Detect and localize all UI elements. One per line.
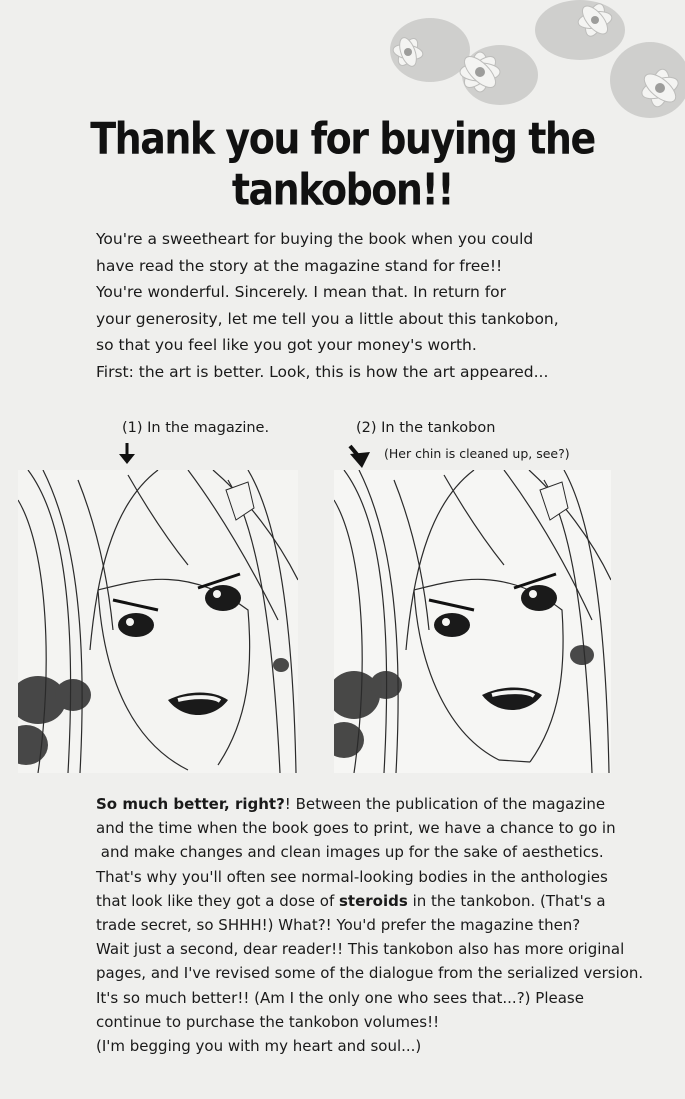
body-line [96, 792, 656, 816]
body-line: (I'm begging you with my heart and soul...) [96, 1036, 422, 1055]
intro-line: so that you feel like you got your money's worth. [96, 336, 477, 354]
body-line: continue to purchase the tankobon volumes!! [96, 1012, 440, 1031]
intro-line: have read the story at the magazine stand for free!! [96, 256, 503, 275]
caption-magazine: (1) In the magazine. [122, 420, 270, 436]
page-title: Thank you for buying the tankobon!! [90, 113, 595, 215]
arrow-down-icon [116, 442, 138, 466]
body-line [96, 889, 656, 913]
body-line: trade secret, so SHHH!) What?! You'd prefer the magazine then? [96, 915, 581, 934]
emphasis-text: So much better, right? [96, 795, 285, 813]
body-line: It's so much better!! (Am I the only one who sees that...?) Please [96, 988, 584, 1007]
body-line: Wait just a second, dear reader!! This tankobon also has more original [96, 940, 625, 959]
manga-panel-tankobon [334, 470, 611, 773]
manga-panel-magazine [18, 470, 298, 773]
body-line-text: in the tankobon. (That's a [407, 891, 606, 910]
intro-line: First: the art is better. Look, this is how the art appeared... [96, 362, 549, 381]
body-line: and the time when the book goes to print, we have a chance to go in [96, 819, 616, 838]
body-line-text: that look like they got a dose of [96, 891, 339, 910]
intro-paragraph [96, 226, 616, 385]
body-line-text: ! Between the publication of the magazine [284, 795, 606, 813]
caption-tankobon-note: (Her chin is cleaned up, see?) [384, 446, 570, 461]
emphasis-text: steroids [339, 891, 408, 910]
body-line: and make changes and clean images up for the sake of aesthetics. [96, 843, 604, 862]
caption-tankobon: (2) In the tankobon [356, 420, 496, 436]
intro-line: You're a sweetheart for buying the book when you could [96, 230, 534, 248]
body-line: That's why you'll often see normal-looking bodies in the anthologies [96, 867, 608, 886]
body-line: pages, and I've revised some of the dialogue from the serialized version. [96, 964, 644, 983]
intro-line: You're wonderful. Sincerely. I mean that. In return for [96, 283, 507, 301]
body-paragraph [96, 792, 656, 1058]
intro-line: your generosity, let me tell you a little about this tankobon, [96, 309, 559, 328]
arrow-down-icon [346, 444, 374, 470]
